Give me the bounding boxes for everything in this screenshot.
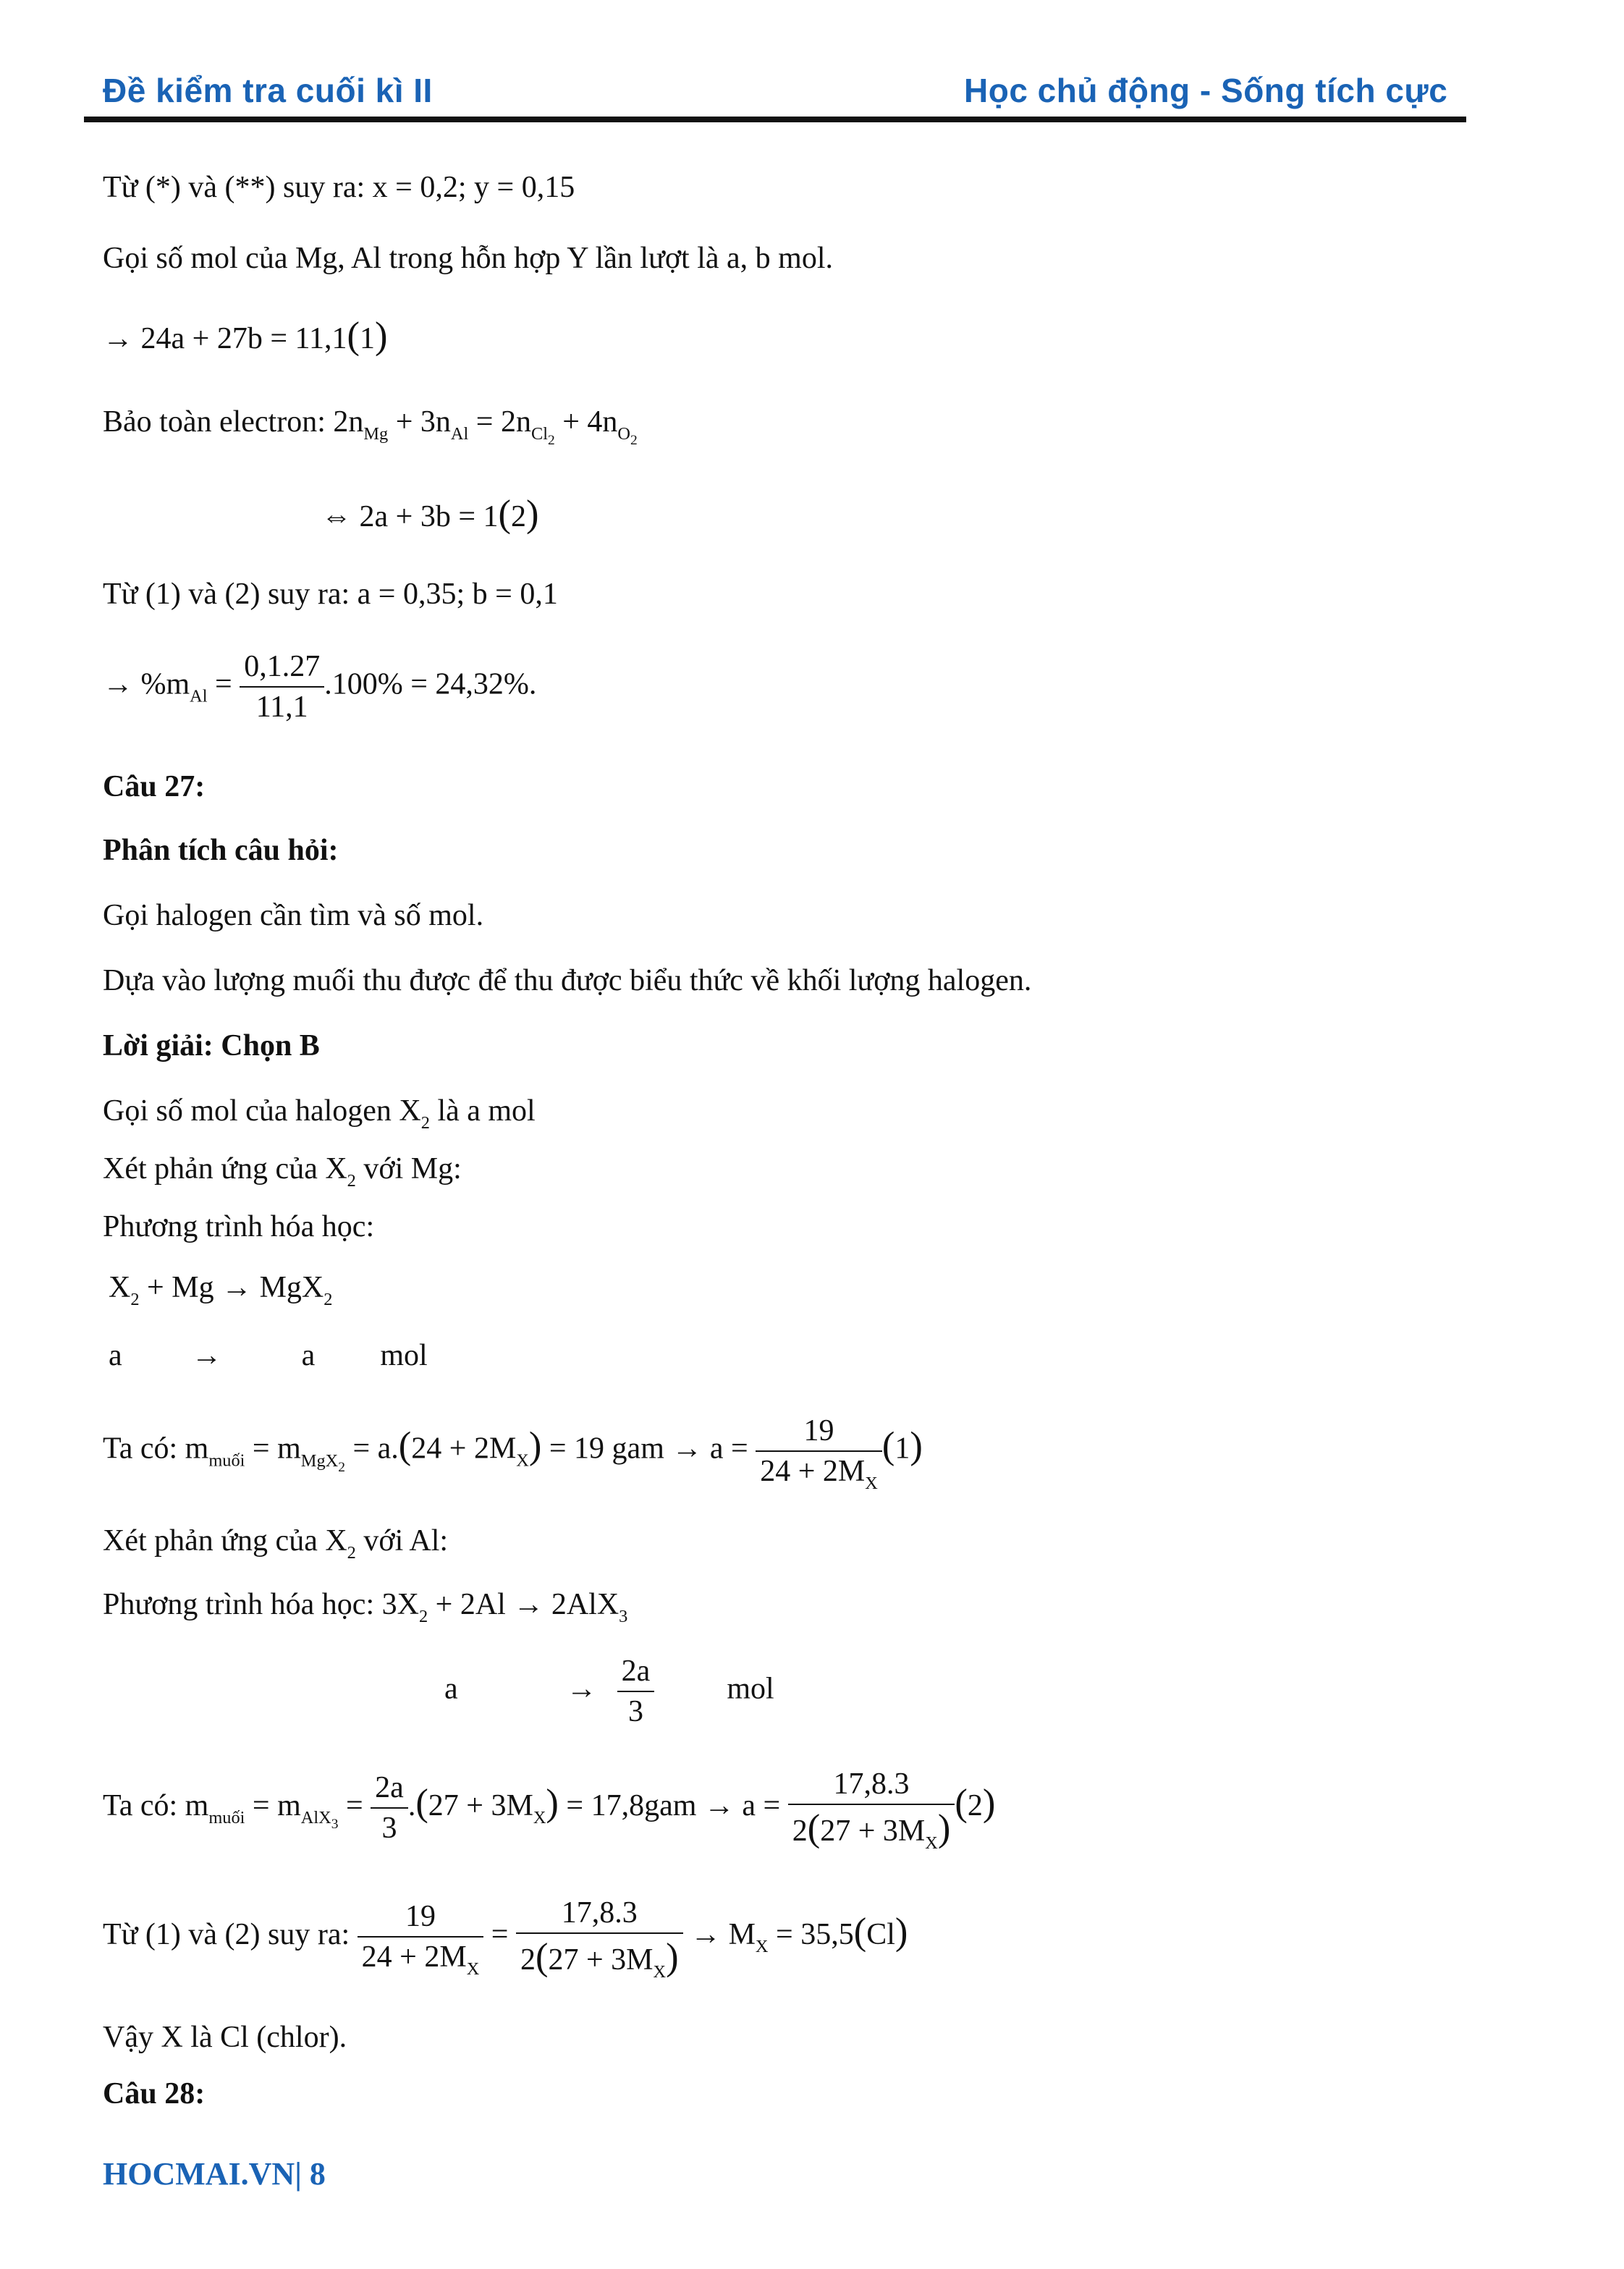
math: x = 0,2; y = 0,15 (372, 171, 575, 204)
solution-line-1 (103, 1094, 536, 1133)
line-percent-al (103, 651, 536, 722)
s: MgX (300, 1450, 339, 1471)
s: 2 (420, 1112, 430, 1133)
t: = (207, 667, 240, 701)
denominator: 11,1 (255, 690, 308, 724)
footer-separator: | (295, 2156, 310, 2192)
solution-line-2 (103, 1152, 462, 1191)
question-28-title: Câu 28: (103, 2077, 206, 2110)
fraction (788, 1767, 955, 1853)
reaction-al (103, 1588, 628, 1626)
t: là a mol (429, 1094, 536, 1128)
denominator: $2(27 + 3M_X)$ (520, 1936, 679, 1982)
solution-line-3: Phương trình hóa học: (103, 1210, 375, 1243)
equation-2: ⇔ 2a + 3b = 1(2) (321, 493, 539, 535)
t: a (109, 1339, 122, 1372)
t: = m (245, 1788, 301, 1822)
t: a (301, 1339, 316, 1372)
t: = (483, 1917, 516, 1951)
t: 24 + 2M (411, 1432, 517, 1466)
s: muối (208, 1450, 245, 1471)
s: 2 (630, 432, 638, 448)
t: = 2n (468, 405, 531, 439)
denominator (756, 1452, 882, 1493)
s: Mg (363, 423, 389, 444)
analysis-line-1: Gọi halogen cần tìm và số mol. (103, 899, 484, 932)
conclusion: Vậy X là Cl (chlor). (103, 2021, 347, 2054)
arrow: → (566, 1672, 597, 1706)
numerator: 0,1.27 (240, 651, 324, 688)
numerator: 17,8.3 (516, 1898, 683, 1934)
denominator: 3 (627, 1695, 643, 1728)
text: Từ (*) và (**) suy ra: (103, 171, 373, 204)
solution-line-4 (103, 1524, 449, 1563)
footer-page-number: 8 (309, 2156, 326, 2192)
s: Al (190, 686, 208, 706)
t: X (109, 1271, 131, 1304)
t: với Al: (355, 1524, 449, 1558)
reaction-mg (109, 1271, 333, 1309)
t: 3X (381, 1588, 419, 1621)
s: AlX (300, 1807, 331, 1828)
header-left-title: Đề kiểm tra cuối kì II (103, 72, 433, 109)
analysis-title: Phân tích câu hỏi: (103, 834, 339, 867)
fraction (617, 1656, 655, 1727)
equation-tc2: Ta có: $m_{muối} = m_{AlX_3}$ = $\frac{2a}{3}$ $.(27 + 3M_X) = 17,8gam \to a$ = $\frac{17,8.3}{2(27 + 3M_X)}$ (2) (103, 1767, 996, 1853)
reaction-mg-mol-row (109, 1340, 428, 1371)
t: 2 (520, 1943, 536, 1977)
denominator: $2(27 + 3M_X)$ (792, 1807, 951, 1853)
s: 2 (418, 1606, 428, 1626)
arrow: → (191, 1339, 222, 1372)
equation-tc1: Ta có: $m_{muối} = m_{MgX_2} = a.(24 + 2M_X) = 19$ gam → a = $\frac{19}{24 + 2M_X}$ (1) (103, 1414, 923, 1493)
fraction (756, 1414, 882, 1493)
t: a (444, 1672, 458, 1706)
t: 27 + 3M (428, 1788, 533, 1822)
t: Ta có: m (103, 1432, 209, 1466)
t: .100% = 24,32%. (324, 667, 537, 701)
s: Al (450, 423, 469, 444)
tag: 2 (967, 1788, 983, 1822)
header-right-title: Học chủ động - Sống tích cực (964, 72, 1448, 109)
line-assign-mol: Gọi số mol của Mg, Al trong hỗn hợp Y lần lượt là a, b mol. (103, 242, 833, 275)
denominator: 3 (381, 1812, 397, 1846)
t: 24 + 2M (760, 1455, 866, 1488)
reaction-al-mol-row (444, 1656, 774, 1727)
t: → %m (103, 667, 190, 701)
line-electron-balance (103, 405, 638, 448)
t: → M (682, 1917, 756, 1951)
footer-site: HOCMAI.VN (103, 2156, 295, 2192)
tag: 1 (359, 322, 375, 355)
t: Gọi số mol của halogen X (103, 1094, 421, 1128)
s: X (925, 1833, 938, 1853)
t: + Mg → MgX (139, 1271, 324, 1304)
s: X (755, 1936, 769, 1956)
t: = (338, 1788, 371, 1822)
s: 2 (347, 1170, 356, 1191)
line-result-ab (103, 579, 558, 609)
equation-1: → 24a + 27b = 11,1(1) (103, 315, 388, 357)
fraction (371, 1771, 408, 1846)
line-result-xy (103, 172, 575, 203)
math: ⇔ 2a + 3b = 1 (321, 500, 499, 533)
t: Phương trình hóa học: (103, 1588, 382, 1621)
fraction (358, 1900, 484, 1979)
question-27-title: Câu 27: (103, 770, 206, 803)
text: Từ (1) và (2) suy ra: (103, 578, 358, 611)
t: 27 + 3M (548, 1943, 654, 1977)
t: Ta có: m (103, 1788, 209, 1822)
text: Bảo toàn electron: (103, 405, 334, 439)
s: muối (208, 1807, 245, 1828)
t: Từ (1) và (2) suy ra: (103, 1917, 358, 1951)
footer (103, 2155, 326, 2192)
s: 3 (331, 1816, 339, 1832)
t: 2 (792, 1814, 808, 1848)
s: 2 (323, 1289, 333, 1309)
tag: 1 (895, 1432, 910, 1466)
t: với Mg: (355, 1152, 462, 1186)
fraction (240, 651, 324, 722)
t: 24 + 2M (361, 1940, 467, 1974)
s: X (466, 1959, 480, 1979)
t: = 17,8gam → a = (558, 1788, 788, 1822)
t: mol (727, 1672, 774, 1706)
t: Xét phản ứng của X (103, 1152, 347, 1186)
t: . (407, 1788, 416, 1822)
math: → 24a + 27b = 11,1 (103, 322, 347, 355)
t: 27 + 3M (820, 1814, 926, 1848)
s: 2 (548, 432, 555, 448)
fraction (516, 1896, 683, 1982)
tag: 2 (511, 500, 526, 533)
t: Xét phản ứng của X (103, 1524, 347, 1558)
denominator (358, 1938, 484, 1979)
tag: Cl (866, 1917, 895, 1951)
equation-final: Từ (1) và (2) suy ra: $\frac{19}{24 + 2M_X}$ = $\frac{17,8.3}{2(27 + 3M_X)}$ → $M_X = 35,5(Cl)$ (103, 1896, 908, 1982)
s: 3 (619, 1606, 628, 1626)
t: = 35,5 (768, 1917, 854, 1951)
s: O (617, 423, 631, 444)
s: 2 (130, 1289, 140, 1309)
s: X (533, 1807, 546, 1828)
header-rule (84, 117, 1466, 122)
t: 2n (333, 405, 364, 439)
t: mol (380, 1339, 428, 1372)
solution-title: Lời giải: Chọn B (103, 1029, 320, 1062)
numerator: 17,8.3 (788, 1769, 955, 1805)
t: = 19 gam → a = (541, 1432, 756, 1466)
s: X (516, 1450, 529, 1471)
t: + 2Al → 2AlX (428, 1588, 619, 1621)
t: + 3n (388, 405, 451, 439)
numerator: 2a (617, 1656, 655, 1692)
s: Cl (530, 423, 548, 444)
analysis-line-2: Dựa vào lượng muối thu được để thu được biểu thức về khối lượng halogen. (103, 964, 1032, 997)
s: X (865, 1473, 878, 1493)
t: = m (245, 1432, 301, 1466)
s: 2 (347, 1542, 356, 1563)
s: X (653, 1961, 667, 1982)
numerator: 2a (371, 1772, 408, 1809)
math: a = 0,35; b = 0,1 (357, 578, 558, 611)
t: + 4n (554, 405, 618, 439)
numerator: 19 (756, 1416, 882, 1452)
t: = a. (344, 1432, 399, 1466)
numerator: 19 (358, 1901, 484, 1938)
s: 2 (338, 1459, 345, 1475)
